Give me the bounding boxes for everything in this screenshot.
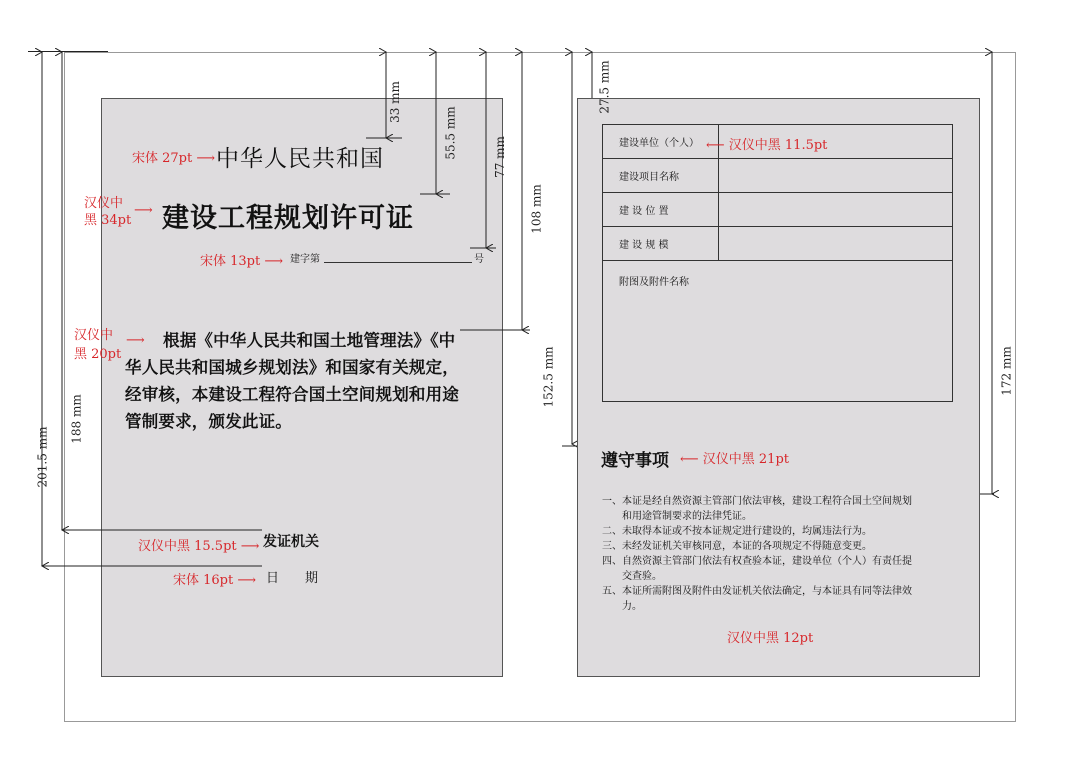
table-label: 建 设 规 模 [603, 227, 719, 261]
dimension-188: 188 mm [69, 394, 84, 444]
annotation-hanyi-20: 汉仪中 黑 20pt [74, 328, 122, 362]
arrow-icon: ⟶ [126, 333, 145, 348]
rule-line: 和用途管制要求的法律凭证。 [602, 511, 752, 522]
table-label: 建 设 位 置 [603, 193, 719, 227]
annotation-hanyi-21: ⟵ 汉仪中黑 21pt [680, 452, 790, 467]
issuer-label: 发证机关 [263, 534, 319, 550]
rule-line: 四、自然资源主管部门依法有权查验本证，建设单位（个人）有责任提 [602, 556, 912, 567]
rule-line: 交查验。 [602, 571, 662, 582]
table-row [603, 227, 953, 261]
number-prefix: 建字第 [290, 254, 320, 265]
republic-name: 中华人民共和国 [216, 146, 384, 172]
arrow-icon: ⟶ [134, 203, 153, 218]
table-row [603, 159, 953, 193]
table-label: 附图及附件名称 [603, 261, 953, 402]
notes-title: 遵守事项 [601, 451, 669, 471]
body-line: 经审核，本建设工程符合国土空间规划和用途 [125, 385, 459, 404]
table-value[interactable] [719, 159, 953, 193]
table-value[interactable] [719, 227, 953, 261]
table-row [603, 193, 953, 227]
body-line: 华人民共和国城乡规划法》和国家有关规定， [125, 358, 459, 377]
rule-line: 二、未取得本证或不按本证规定进行建设的，均属违法行为。 [602, 526, 872, 537]
dimension-108: 108 mm [529, 184, 544, 234]
annotation-songti-16: 宋体 16pt ⟶ [173, 573, 257, 588]
info-table [602, 124, 953, 402]
annotation-songti-27: 宋体 27pt ⟶ [132, 151, 216, 166]
dimension-33: 33 mm [387, 81, 402, 123]
body-line: 管制要求，颁发此证。 [125, 412, 292, 431]
dimension-152-5: 152.5 mm [541, 346, 556, 408]
table-label: 建设项目名称 [603, 159, 719, 193]
annotation-hanyi-34: 汉仪中 黑 34pt [84, 196, 132, 228]
rule-line: 一、本证是经自然资源主管部门依法审核，建设工程符合国土空间规划 [602, 496, 912, 507]
rules-list [602, 494, 912, 614]
dimension-201-5: 201.5 mm [35, 426, 50, 488]
table-row [603, 261, 953, 402]
annotation-hanyi-12: 汉仪中黑 12pt [727, 631, 814, 646]
rule-line: 三、未经发证机关审核同意，本证的各项规定不得随意变更。 [602, 541, 872, 552]
dimension-27-5: 27.5 mm [597, 60, 612, 114]
dimension-55-5: 55.5 mm [443, 106, 458, 160]
dimension-77: 77 mm [492, 136, 507, 178]
number-suffix: 号 [474, 254, 484, 265]
rule-line: 力。 [602, 601, 642, 612]
annotation-hanyi-11-5: ⟵ 汉仪中黑 11.5pt [706, 138, 828, 153]
annotation-hanyi-15-5: 汉仪中黑 15.5pt ⟶ [138, 539, 260, 554]
date-label: 日 期 [266, 571, 319, 586]
table-value[interactable] [719, 193, 953, 227]
table-label: 建设单位（个人） [603, 125, 719, 159]
dimension-172: 172 mm [999, 346, 1014, 396]
rule-line: 五、本证所需附图及附件由发证机关依法确定，与本证具有同等法律效 [602, 586, 912, 597]
body-line: 根据《中华人民共和国土地管理法》《中 [163, 331, 456, 350]
permit-title: 建设工程规划许可证 [162, 203, 414, 234]
annotation-songti-13: 宋体 13pt ⟶ [200, 254, 284, 269]
